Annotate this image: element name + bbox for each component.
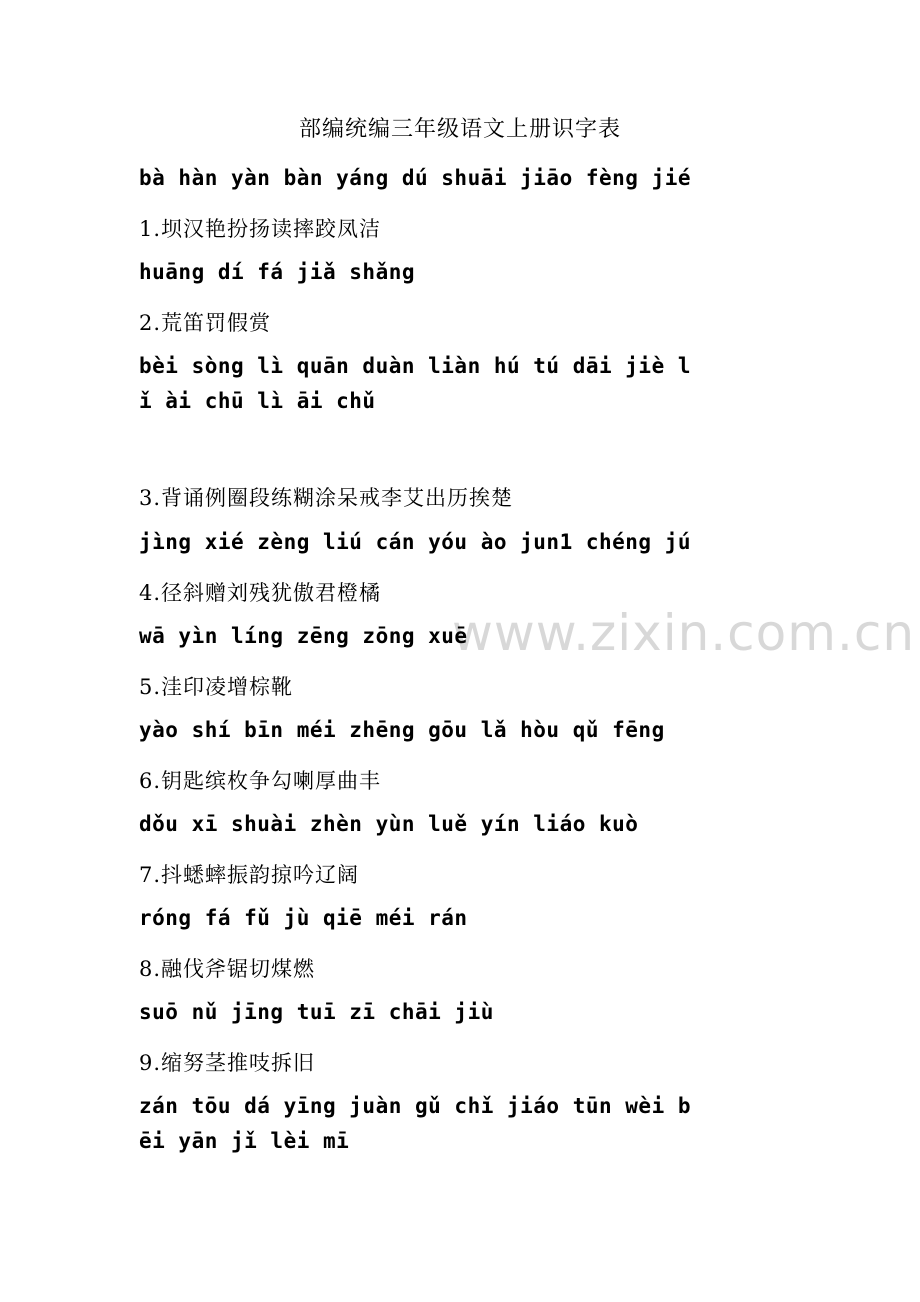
hanzi-line-7: 7.抖蟋蟀振韵掠吟辽阔 [139,863,360,887]
pinyin-line-6: yào shí bīn méi zhēng gōu lǎ hòu qǔ fēng [139,718,665,742]
pinyin-line-5: wā yìn líng zēng zōng xuē [139,624,468,648]
hanzi-line-5: 5.洼印凌增棕靴 [139,675,294,699]
page-title: 部编统编三年级语文上册识字表 [298,117,621,142]
hanzi-line-6: 6.钥匙缤枚争勾喇厚曲丰 [139,769,382,793]
hanzi-line-4: 4.径斜赠刘残犹傲君橙橘 [139,581,382,605]
pinyin-line-3a: bèi sòng lì quān duàn liàn hú tú dāi jiè l [139,354,692,378]
hanzi-line-3: 3.背诵例圈段练糊涂呆戒李艾出历挨楚 [139,486,514,510]
hanzi-line-8: 8.融伐斧锯切煤燃 [139,957,316,981]
hanzi-line-1: 1.坝汉艳扮扬读摔跤凤洁 [139,217,382,241]
hanzi-line-2: 2.荒笛罚假赏 [139,311,272,335]
pinyin-line-8: róng fá fǔ jù qiē méi rán [139,906,468,930]
pinyin-line-9: suō nǔ jīng tuī zī chāi jiù [139,1000,494,1024]
pinyin-line-10b: ēi yān jǐ lèi mī [139,1129,350,1153]
pinyin-line-10a: zán tōu dá yīng juàn gǔ chǐ jiáo tūn wèi b [139,1094,692,1118]
watermark: www.zixin.com.cn [452,604,916,662]
pinyin-line-3b: ǐ ài chū lì āi chǔ [139,389,376,413]
hanzi-line-9: 9.缩努茎推吱拆旧 [139,1051,316,1075]
pinyin-line-2: huāng dí fá jiǎ shǎng [139,260,416,284]
pinyin-line-7: dǒu xī shuài zhèn yùn luě yín liáo kuò [139,812,639,836]
pinyin-line-4: jìng xié zèng liú cán yóu ào jun1 chéng jú [139,530,692,554]
pinyin-line-1: bà hàn yàn bàn yáng dú shuāi jiāo fèng jié [139,166,692,190]
